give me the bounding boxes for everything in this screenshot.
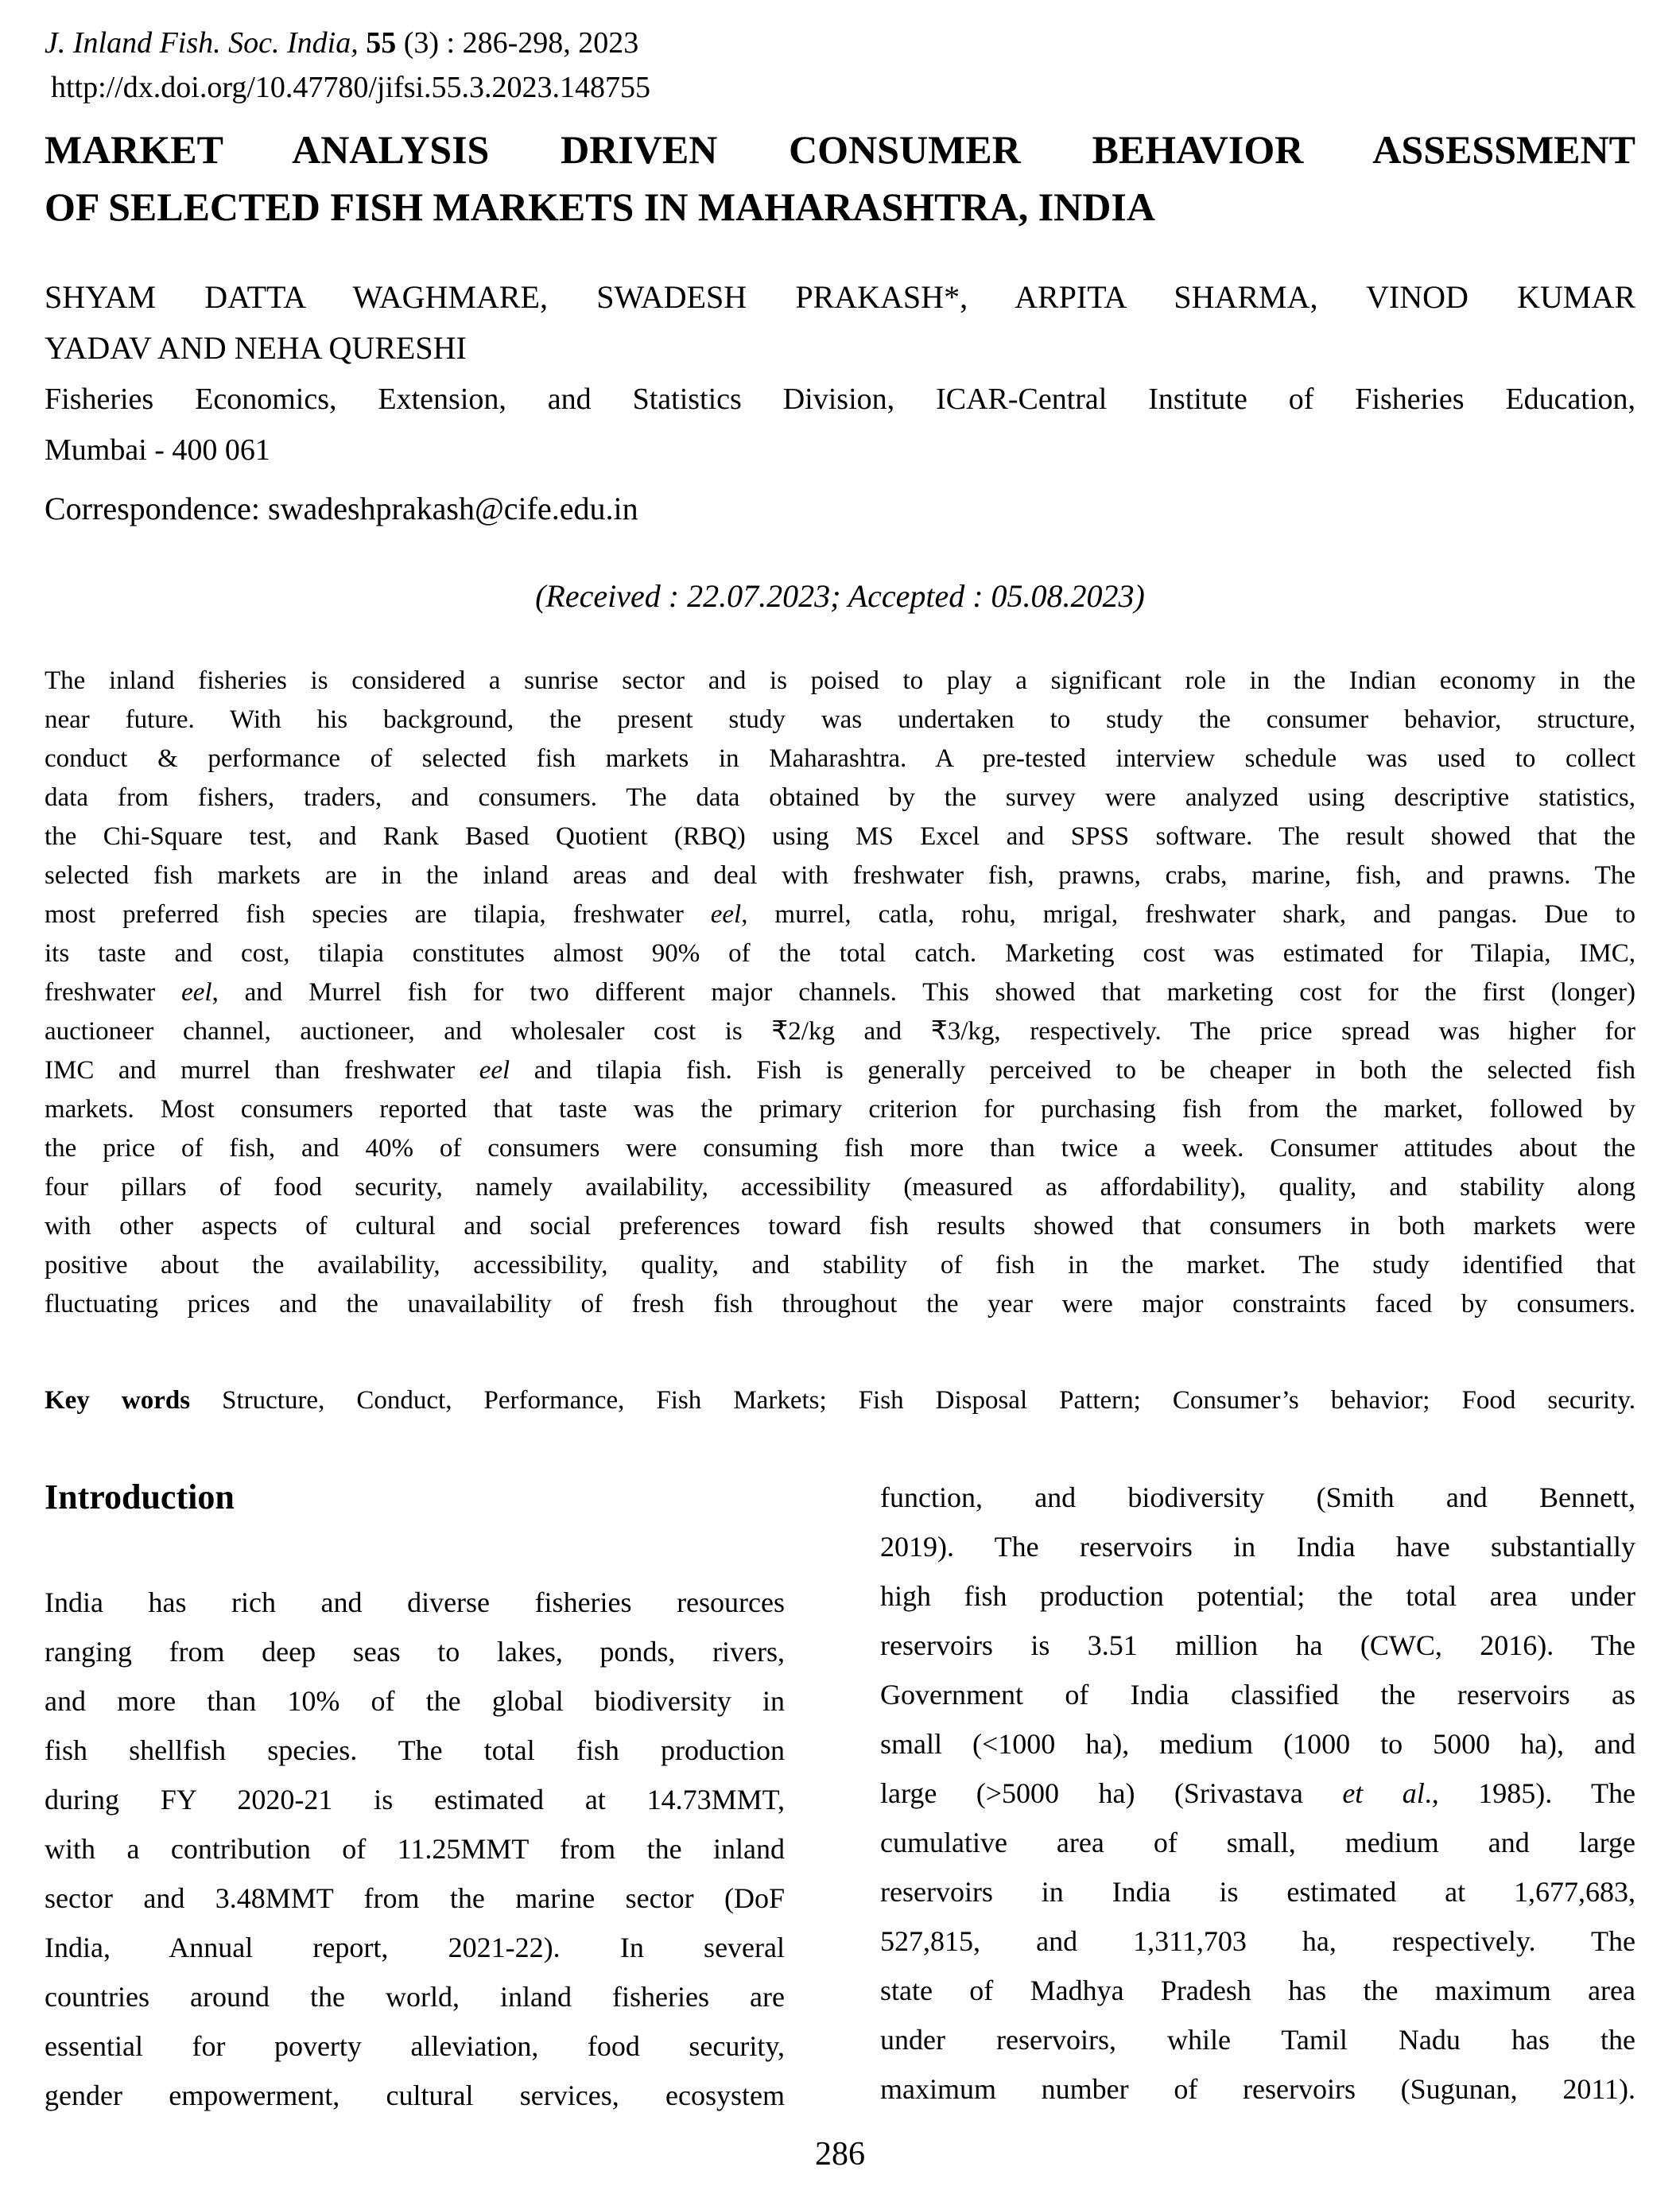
right-column-text (880, 1473, 1635, 2114)
text-line: markets. Most consumers reported that taste was the primary criterion for purchasing fish from the market, followed by (45, 1095, 1635, 1124)
text-line: India, Annual report, 2021-22). In several (45, 1932, 785, 1963)
right-column (880, 1473, 1635, 2120)
text-line: auctioneer channel, auctioneer, and wholesaler cost is ₹2/kg and ₹3/kg, respectively. The price spread was higher for (45, 1017, 1635, 1046)
text-line: Government of India classified the reservoirs as (880, 1679, 1635, 1711)
text-line: the price of fish, and 40% of consumers were consuming fish more than twice a week. Consumer attitudes about the (45, 1134, 1635, 1163)
text-line: 527,815, and 1,311,703 ha, respectively. The (880, 1925, 1635, 1957)
text-line: large (>5000 ha) (Srivastava et al., 1985). The (880, 1777, 1635, 1809)
text-line: with a contribution of 11.25MMT from the inland (45, 1833, 785, 1865)
text-line: state of Madhya Pradesh has the maximum area (880, 1975, 1635, 2006)
text-line: with other aspects of cultural and social preferences toward fish results showed that consumers in both markets were (45, 1212, 1635, 1241)
keywords-line: Key words Structure, Conduct, Performance, Fish Markets; Fish Disposal Pattern; Consumer’s behavior; Food security. (45, 1386, 1635, 1415)
text-line: IMC and murrel than freshwater eel and tilapia fish. Fish is generally perceived to be cheaper in both the selected fish (45, 1056, 1635, 1085)
introduction-section (45, 1473, 1635, 2120)
affiliation-line2: Mumbai - 400 061 (45, 433, 270, 467)
text-line: during FY 2020-21 is estimated at 14.73MMT, (45, 1784, 785, 1815)
authors-line2: YADAV AND NEHA QURESHI (45, 330, 467, 366)
keywords (45, 1381, 1635, 1420)
text-line: maximum number of reservoirs (Sugunan, 2011). (880, 2073, 1635, 2105)
text-line: reservoirs in India is estimated at 1,677,683, (880, 1876, 1635, 1908)
text-line: data from fishers, traders, and consumers. The data obtained by the survey were analyzed using descriptive statistics, (45, 783, 1635, 812)
left-column (45, 1473, 785, 2120)
text-line: small (<1000 ha), medium (1000 to 5000 ha), and (880, 1728, 1635, 1760)
text-line: positive about the availability, accessibility, quality, and stability of fish in the market. The study identified that (45, 1251, 1635, 1280)
text-line: under reservoirs, while Tamil Nadu has the (880, 2024, 1635, 2056)
text-line: ranging from deep seas to lakes, ponds, rivers, (45, 1636, 785, 1668)
text-line: essential for poverty alleviation, food security, (45, 2030, 785, 2062)
text-line: fish shellfish species. The total fish production (45, 1734, 785, 1766)
page-number: 286 (815, 2136, 865, 2173)
introduction-heading: Introduction (45, 1478, 235, 1516)
text-line: reservoirs is 3.51 million ha (CWC, 2016). The (880, 1629, 1635, 1661)
text-line: the Chi-Square test, and Rank Based Quotient (RBQ) using MS Excel and SPSS software. The result showed that the (45, 822, 1635, 851)
journal-citation: J. Inland Fish. Soc. India, 55 (3) : 286-298, 2023 (45, 26, 639, 60)
received-accepted: (Received : 22.07.2023; Accepted : 05.08.2023) (535, 578, 1145, 614)
text-line: function, and biodiversity (Smith and Bennett, (880, 1481, 1635, 1513)
paper-title-line1: MARKET ANALYSIS DRIVEN CONSUMER BEHAVIOR ASSESSMENT (45, 127, 1635, 172)
left-column-text (45, 1578, 785, 2120)
correspondence: Correspondence: swadeshprakash@cife.edu.in (45, 491, 638, 526)
text-line: 2019). The reservoirs in India have substantially (880, 1531, 1635, 1563)
authors-line1: SHYAM DATTA WAGHMARE, SWADESH PRAKASH*, ARPITA SHARMA, VINOD KUMAR (45, 279, 1635, 315)
text-line: most preferred fish species are tilapia, freshwater eel, murrel, catla, rohu, mrigal, freshwater shark, and pangas. Due to (45, 900, 1636, 929)
affiliation-line1: Fisheries Economics, Extension, and Statistics Division, ICAR-Central Institute of Fisheries Education, (45, 382, 1635, 416)
text-line: The inland fisheries is considered a sunrise sector and is poised to play a significant role in the Indian economy in the (45, 666, 1635, 695)
text-line: its taste and cost, tilapia constitutes almost 90% of the total catch. Marketing cost was estimated for Tilapia, IMC, (45, 939, 1635, 968)
paper-title-line2: OF SELECTED FISH MARKETS IN MAHARASHTRA, INDIA (45, 184, 1155, 229)
text-line: India has rich and diverse fisheries resources (45, 1586, 785, 1618)
doi-link: http://dx.doi.org/10.47780/jifsi.55.3.2023.148755 (51, 71, 651, 104)
text-line: and more than 10% of the global biodiversity in (45, 1685, 785, 1717)
text-line: freshwater eel, and Murrel fish for two different major channels. This showed that marketing cost for the first (longer) (45, 978, 1635, 1007)
text-line: countries around the world, inland fisheries are (45, 1981, 785, 2013)
paper-title (45, 121, 1635, 235)
text-line: four pillars of food security, namely availability, accessibility (measured as affordability), quality, and stability along (45, 1173, 1635, 1202)
text-line: sector and 3.48MMT from the marine sector (DoF (45, 1882, 785, 1914)
text-line: near future. With his background, the present study was undertaken to study the consumer behavior, structure, (45, 705, 1635, 734)
affiliation (45, 374, 1635, 476)
abstract (45, 662, 1635, 1324)
journal-header (45, 21, 1635, 110)
text-line: gender empowerment, cultural services, ecosystem (45, 2079, 785, 2111)
text-line: cumulative area of small, medium and large (880, 1827, 1635, 1858)
text-line: conduct & performance of selected fish markets in Maharashtra. A pre-tested interview schedule was used to collect (45, 744, 1635, 773)
text-line: high fish production potential; the total area under (880, 1580, 1635, 1612)
authors (45, 272, 1635, 374)
text-line: selected fish markets are in the inland areas and deal with freshwater fish, prawns, crabs, marine, fish, and prawns. The (45, 861, 1635, 890)
text-line: fluctuating prices and the unavailability of fresh fish throughout the year were major constraints faced by consumers. (45, 1290, 1635, 1318)
